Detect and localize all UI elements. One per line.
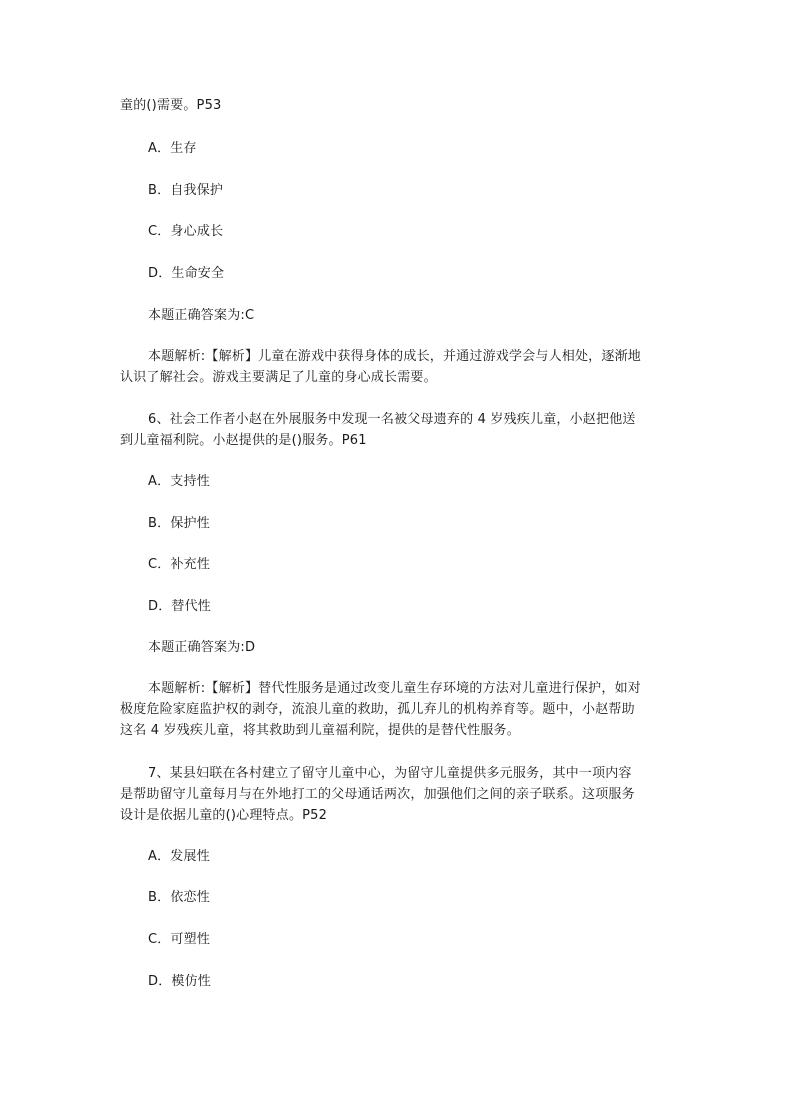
q7-stem-line2: 是帮助留守儿童每月与在外地打工的父母通话两次，加强他们之间的亲子联系。这项服务 [120,787,635,802]
q6-stem-line2: 到儿童福利院。小赵提供的是()服务。P61 [120,433,367,448]
q7-option-a: A．发展性 [148,849,210,864]
q5-answer: 本题正确答案为:C [148,308,255,323]
q5-option-b: B．自我保护 [148,183,224,198]
q6-stem-line1: 6、社会工作者小赵在外展服务中发现一名被父母遗弃的 4 岁残疾儿童，小赵把他送 [148,412,636,427]
q5-option-d: D．生命安全 [148,266,225,281]
q5-option-a: A．生存 [148,141,197,156]
q5-stem-tail: 童的()需要。P53 [120,98,222,113]
q7-option-d: D．模仿性 [148,974,212,989]
q7-stem-line1: 7、某县妇联在各村建立了留守儿童中心，为留守儿童提供多元服务，其中一项内容 [148,766,632,781]
q6-option-a: A．支持性 [148,474,210,489]
q5-analysis-line2: 认识了解社会。游戏主要满足了儿童的身心成长需要。 [120,370,437,385]
q6-answer: 本题正确答案为:D [148,640,256,655]
q6-analysis-line3: 这名 4 岁残疾儿童，将其救助到儿童福利院，提供的是替代性服务。 [120,723,520,738]
q5-option-c: C．身心成长 [148,224,224,239]
q6-option-d: D．替代性 [148,599,212,614]
q7-option-c: C．可塑性 [148,932,211,947]
q6-analysis-line1: 本题解析:【解析】替代性服务是通过改变儿童生存环境的方法对儿童进行保护，如对 [148,681,641,696]
q5-analysis-line1: 本题解析:【解析】儿童在游戏中获得身体的成长，并通过游戏学会与人相处，逐渐地 [148,349,641,364]
q7-stem-line3: 设计是依据儿童的()心理特点。P52 [120,808,328,823]
q6-option-b: B．保护性 [148,516,210,531]
q7-option-b: B．依恋性 [148,890,210,905]
q6-analysis-line2: 极度危险家庭监护权的剥夺，流浪儿童的救助，孤儿弃儿的机构养育等。题中，小赵帮助 [120,702,635,717]
q6-option-c: C．补充性 [148,557,211,572]
